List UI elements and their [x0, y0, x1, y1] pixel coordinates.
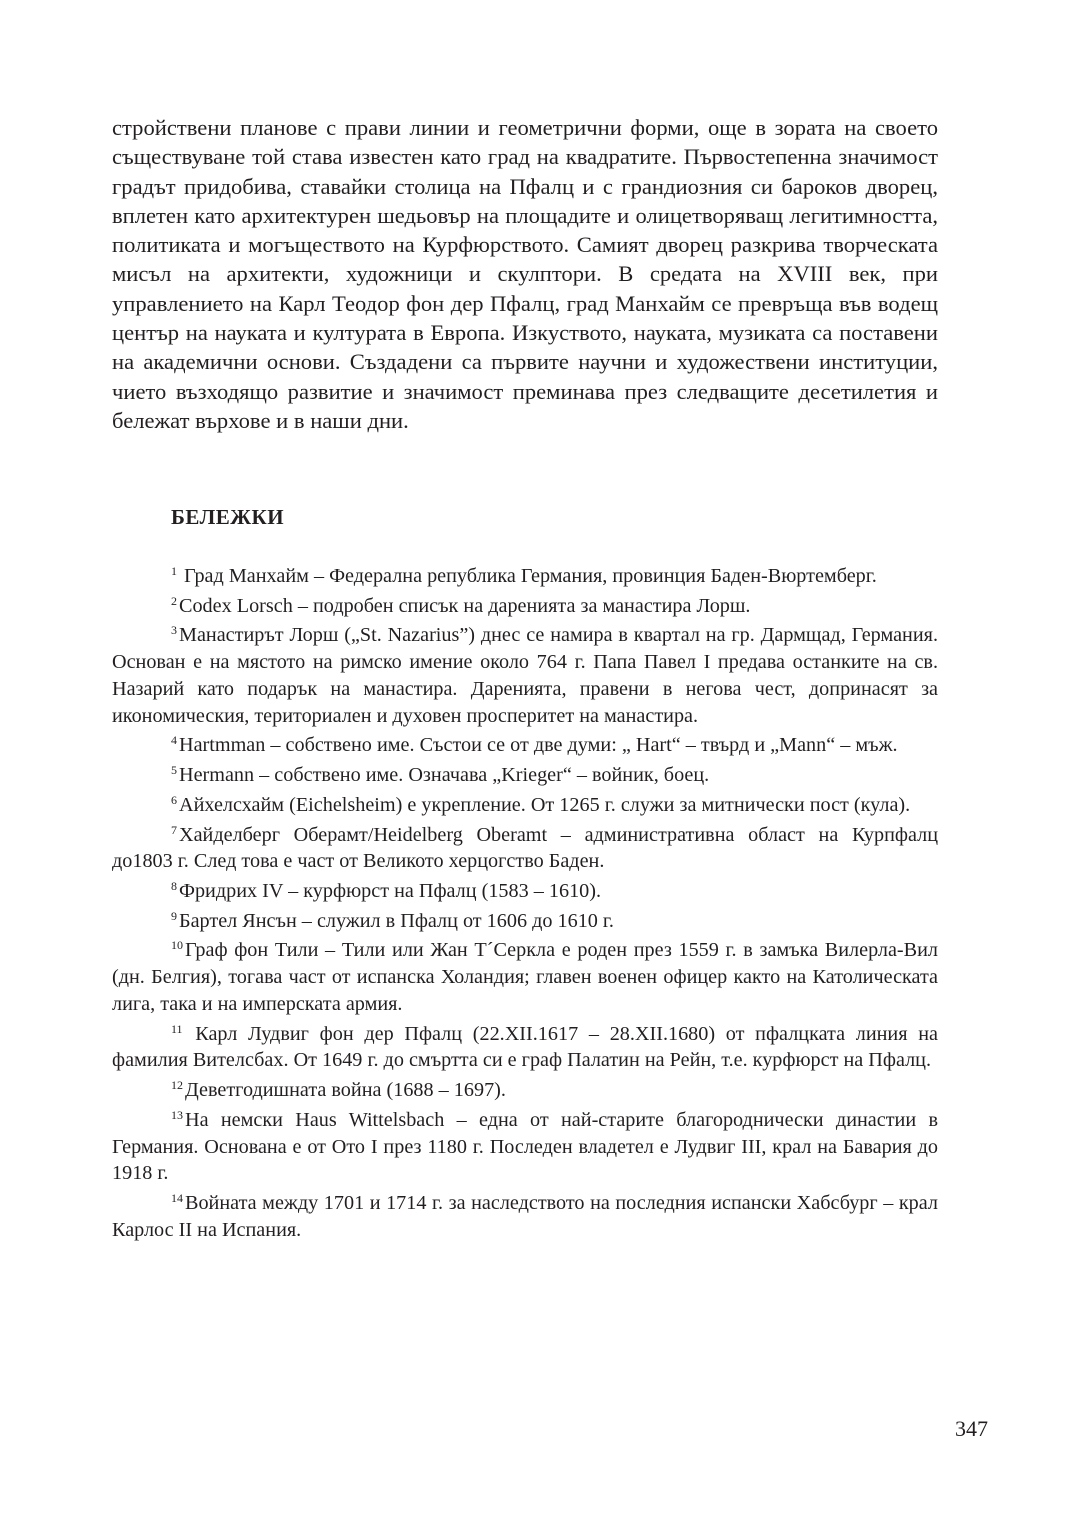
footnote [112, 563, 938, 590]
footnote-number: 8 [171, 879, 177, 893]
footnote [112, 1021, 938, 1075]
footnote-text: Айхелсхайм (Eichelsheim) е укрепление. От 1265 г. служи за митнически пост (кула). [179, 793, 911, 816]
footnote-text: Hartmman – собствено име. Състои се от две думи: „ Hart“ – твърд и „Mann“ – мъж. [179, 734, 898, 757]
footnote-text: Фридрих IV – курфюрст на Пфалц (1583 – 1610). [179, 880, 602, 902]
footnote [112, 593, 938, 620]
footnote-text: Град Манхайм – Федерална република Германия, провинция Баден-Вюртемберг. [179, 565, 877, 587]
footnote-number: 4 [171, 733, 177, 748]
footnote [112, 878, 938, 905]
footnote-text: Хайделберг Оберамт/Heidelberg Oberamt – административна област на Курпфалц до1803 г. След това е част от Великото херцогство Баден. [112, 823, 938, 873]
footnote [112, 822, 938, 876]
footnote [112, 622, 938, 729]
footnote-text: Войната между 1701 и 1714 г. за наследството на последния испански Хабсбург – крал Карлос II на Испания. [112, 1192, 938, 1241]
footnote [112, 1077, 938, 1104]
footnote [112, 732, 938, 759]
footnote-number: 3 [171, 623, 177, 638]
footnote-text: Манастирът Лорш („St. Nazarius”) днес се намира в квартал на гр. Дармщад, Германия. Основан е на мястото на римско имение около 764 г. Папа Павел I предава останките на св. Назарий като подарък на манастира. Даренията, правени в негова чест, допринасят за икономическия, териториален и духовен просперитет на манастира. [112, 624, 938, 727]
footnote-text: Деветгодишната война (1688 – 1697). [185, 1079, 506, 1102]
footnote [112, 908, 938, 935]
footnotes-list [112, 563, 938, 1247]
footnote [112, 1190, 938, 1244]
footnote-number: 6 [171, 792, 177, 807]
footnote-number: 14 [171, 1191, 183, 1206]
page-number: 347 [955, 1416, 988, 1441]
footnote [112, 1107, 938, 1187]
footnote-text: Бартел Янсън – служил в Пфалц от 1606 до 1610 г. [179, 909, 614, 932]
footnote-number: 5 [171, 763, 177, 778]
footnote-number: 10 [171, 938, 183, 953]
footnote-number: 12 [171, 1078, 183, 1093]
body-paragraph: стройствени планове с прави линии и геометрични форми, още в зората на своето съществуване той става известен като град на квадратите. Първостепенна значимост градът придобива, ставайки столица на Пфалц и с грандиозния си бароков дворец, вплетен като архитектурен шедьовър на площадите и олицетворяващ легитимността, политиката и могъществото на Курфюрството. Самият дворец разкрива творческата мисъл на архитекти, художници и скулптори. В средата на XVIII век, при управлението на Карл Теодор фон дер Пфалц, град Манхайм се превръща във водещ център на науката и културата в Европа. Изкуството, науката, музиката са поставени на академични основи. Създадени са първите научни и художествени институции, чието възходящо развитие и значимост преминава през следващите десетилетия и бележат върхове и в наши дни. [112, 115, 938, 433]
footnote-text: Граф фон Тили – Тили или Жан Т´Серкла е роден през 1559 г. в замъка Вилерла-Вил (дн. Белгия), тогава част от испанска Холандия; главен военен офицер както на Католическата лига, така и на имперската армия. [112, 939, 938, 1015]
footnote [112, 762, 938, 789]
footnote-text: Hermann – собствено име. Означава „Krieger“ – войник, боец. [179, 764, 710, 787]
footnote-number: 2 [171, 593, 177, 608]
footnote-text: На немски Haus Wittelsbach – една от най-старите благороднически династии в Германия. Основана е от Ото I през 1180 г. Последен владетел е Лудвиг III, крал на Бавария до 1918 г. [112, 1108, 938, 1185]
footnote-number: 9 [171, 908, 177, 923]
footnote-number: 13 [171, 1107, 183, 1122]
footnote-text: Карл Лудвиг фон дер Пфалц (22.XII.1617 – 28.XII.1680) от пфалцката линия на фамилия Вителсбах. От 1649 г. до смъртта си е граф Палатин на Рейн, т.е. курфюрст на Пфалц. [112, 1022, 938, 1072]
footnote [112, 792, 938, 819]
footnote-number: 11 [171, 1021, 183, 1036]
footnote-number: 1 [171, 564, 177, 578]
footnote-text: Codex Lorsch – подробен списък на даренията за манастира Лорш. [179, 594, 751, 617]
notes-heading: БЕЛЕЖКИ [171, 505, 285, 529]
footnote-number: 7 [171, 822, 177, 837]
footnote [112, 937, 938, 1017]
